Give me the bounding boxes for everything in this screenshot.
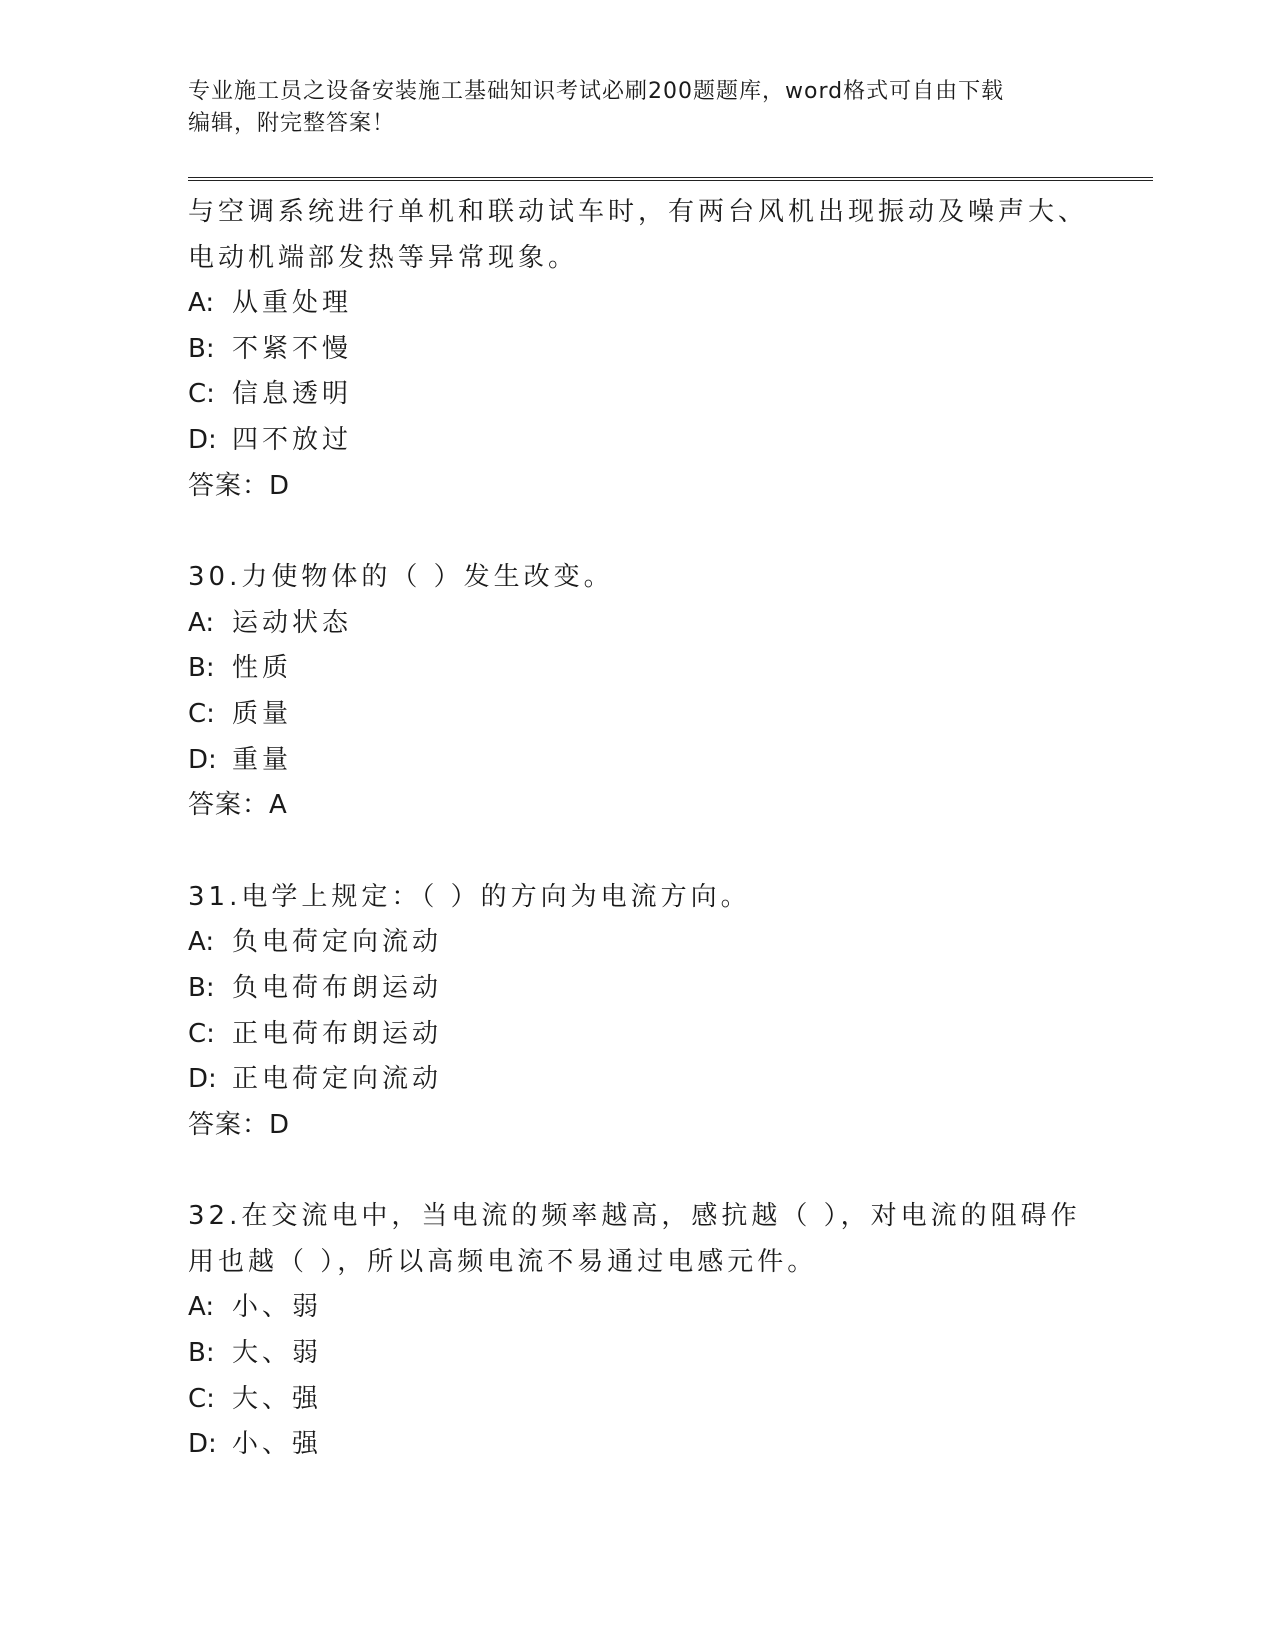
answer-line: 答案：A — [188, 790, 288, 821]
option-text: 小、弱 — [232, 1292, 323, 1323]
question-list — [188, 190, 1088, 1468]
option-c — [188, 1012, 1088, 1058]
option-text: 从重处理 — [232, 288, 353, 319]
option-letter: C: — [188, 1383, 215, 1414]
option-letter: B: — [188, 653, 215, 684]
option-letter: A: — [188, 927, 215, 958]
option-letter: D: — [188, 424, 217, 455]
option-letter: D: — [188, 744, 217, 775]
option-text: 重量 — [232, 744, 293, 775]
option-text: 小、强 — [232, 1429, 323, 1460]
option-text: 负电荷布朗运动 — [232, 972, 443, 1003]
answer-line: 答案：D — [188, 470, 291, 501]
option-d — [188, 1057, 1088, 1103]
option-d — [188, 418, 1088, 464]
option-b — [188, 1331, 1088, 1377]
header-title-line-1: 专业施工员之设备安装施工基础知识考试必刷200题题库，word格式可自由下载 — [188, 79, 1005, 104]
option-letter: C: — [188, 379, 215, 410]
option-text: 正电荷布朗运动 — [232, 1018, 443, 1049]
option-letter: A: — [188, 607, 215, 638]
option-text: 正电荷定向流动 — [232, 1064, 443, 1095]
option-b — [188, 966, 1088, 1012]
option-letter: D: — [188, 1064, 217, 1095]
option-text: 质量 — [232, 698, 293, 729]
header-double-rule — [188, 177, 1153, 181]
option-text: 大、强 — [232, 1383, 323, 1414]
question-30 — [188, 555, 1088, 829]
option-letter: A: — [188, 1292, 215, 1323]
question-text-line: 用也越（ ），所以高频电流不易通过电感元件。 — [188, 1246, 818, 1277]
option-a — [188, 601, 1088, 647]
option-text: 信息透明 — [232, 379, 353, 410]
option-c — [188, 692, 1088, 738]
option-letter: D: — [188, 1429, 217, 1460]
option-text: 运动状态 — [232, 607, 353, 638]
question-spacer — [188, 1148, 1088, 1194]
option-letter: B: — [188, 972, 215, 1003]
option-a — [188, 281, 1088, 327]
option-d — [188, 738, 1088, 784]
question-spacer — [188, 829, 1088, 875]
option-c — [188, 372, 1088, 418]
option-letter: C: — [188, 1018, 215, 1049]
question-32 — [188, 1194, 1088, 1468]
document-header — [188, 76, 1078, 140]
option-c — [188, 1377, 1088, 1423]
option-text: 大、弱 — [232, 1338, 323, 1369]
option-b — [188, 646, 1088, 692]
header-title-line-2: 编辑，附完整答案！ — [188, 111, 396, 136]
option-a — [188, 1285, 1088, 1331]
question-spacer — [188, 509, 1088, 555]
option-d — [188, 1422, 1088, 1468]
question-text-line: 与空调系统进行单机和联动试车时，有两台风机出现振动及噪声大、 — [188, 197, 1089, 227]
question-text-line: 31.电学上规定：（ ）的方向为电流方向。 — [188, 881, 751, 912]
option-text: 负电荷定向流动 — [232, 927, 443, 958]
option-text: 四不放过 — [232, 424, 353, 455]
answer-line: 答案：D — [188, 1109, 291, 1140]
question-continued — [188, 190, 1088, 509]
option-a — [188, 920, 1088, 966]
option-b — [188, 327, 1088, 373]
option-text: 性质 — [232, 653, 293, 684]
option-text: 不紧不慢 — [232, 333, 353, 364]
question-text-line: 32.在交流电中，当电流的频率越高，感抗越（ ），对电流的阻碍作 — [188, 1201, 1081, 1232]
question-31 — [188, 875, 1088, 1149]
option-letter: C: — [188, 698, 215, 729]
question-text-line: 电动机端部发热等异常现象。 — [188, 242, 579, 273]
option-letter: B: — [188, 333, 215, 364]
option-letter: B: — [188, 1338, 215, 1369]
option-letter: A: — [188, 288, 215, 319]
question-text-line: 30.力使物体的（ ）发生改变。 — [188, 562, 614, 593]
